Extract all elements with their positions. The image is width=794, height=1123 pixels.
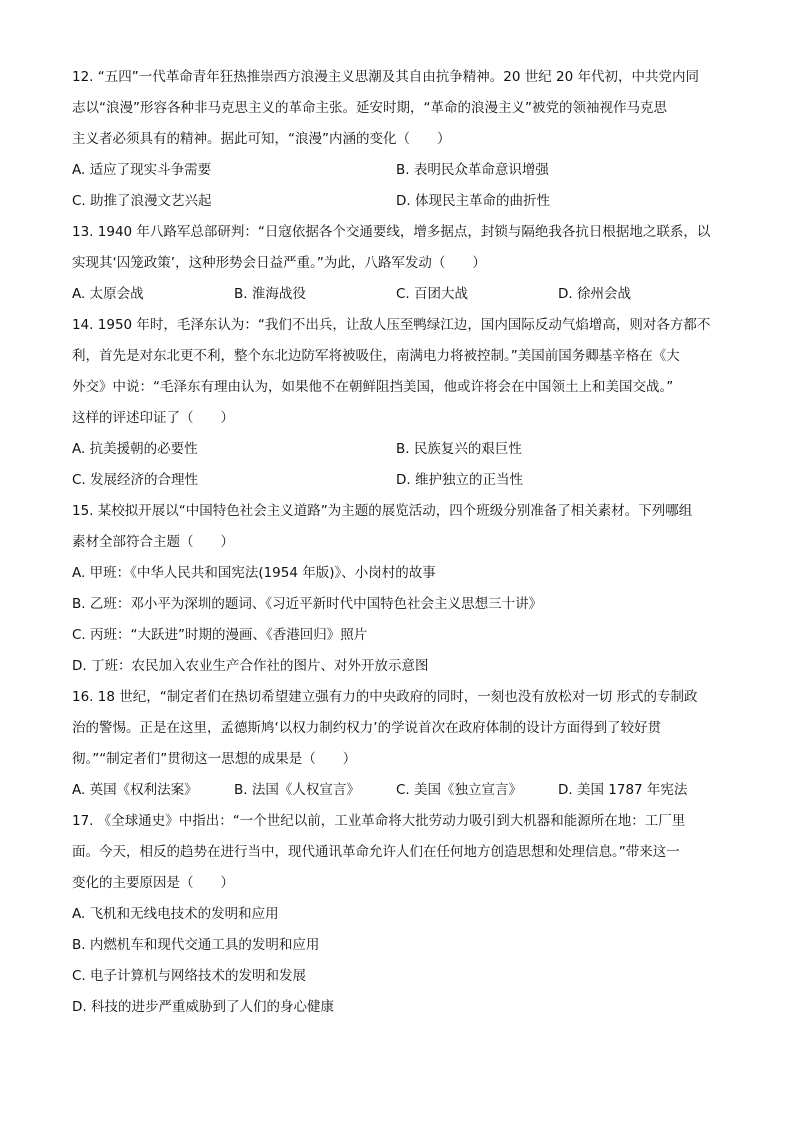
option-d: D. 科技的进步严重威胁到了人们的身心健康 — [72, 999, 334, 1015]
option-a: A. 甲班：《中华人民共和国宪法(1954 年版)》、小岗村的故事 — [72, 565, 436, 581]
option-row — [72, 279, 732, 310]
option-b: B. 乙班：邓小平为深圳的题词、《习近平新时代中国特色社会主义思想三十讲》 — [72, 596, 543, 612]
question-stem-line: 面。今天，相反的趋势在进行当中，现代通讯革命允许人们在任何地方创造思想和处理信息。”带来这一 — [72, 844, 680, 860]
exam-page — [72, 62, 732, 1023]
option-d: D. 徐州会战 — [558, 286, 631, 302]
question-12 — [72, 62, 732, 217]
option-c: C. 百团大战 — [396, 286, 469, 302]
option-c: C. 美国《独立宣言》 — [396, 782, 523, 798]
option-d: D. 丁班：农民加入农业生产合作社的图片、对外开放示意图 — [72, 658, 429, 674]
question-stem-line: 这样的评述印证了（ ） — [72, 410, 234, 426]
option-b: B. 淮海战役 — [234, 286, 306, 302]
option-b: B. 内燃机车和现代交通工具的发明和应用 — [72, 937, 320, 953]
question-stem-line: 13. 1940 年八路军总部研判：“日寇依据各个交通要线，增多据点，封锁与隔绝我各抗日根据地之联系，以 — [72, 224, 711, 240]
question-13 — [72, 217, 732, 310]
question-16 — [72, 682, 732, 806]
option-d: D. 美国 1787 年宪法 — [558, 782, 688, 798]
question-stem-line: 实现其‘囚笼政策’，这种形势会日益严重。”为此，八路军发动（ ） — [72, 255, 486, 271]
question-stem-line: 14. 1950 年时，毛泽东认为：“我们不出兵，让敌人压至鸭绿江边，国内国际反动气焰增高，则对各方都不 — [72, 317, 711, 333]
option-a: A. 适应了现实斗争需要 — [72, 162, 212, 178]
option-row — [72, 155, 732, 186]
question-stem-line: 利，首先是对东北更不利，整个东北边防军将被吸住，南满电力将被控制。”美国前国务卿基辛格在《大 — [72, 348, 680, 364]
question-stem-line: 外交》中说：“毛泽东有理由认为，如果他不在朝鲜阻挡美国，他或许将会在中国领土上和美国交战。” — [72, 379, 674, 395]
option-row — [72, 775, 732, 806]
option-row — [72, 186, 732, 217]
question-stem-line: 志以“浪漫”形容各种非马克思主义的革命主张。延安时期，“革命的浪漫主义”被党的领袖视作马克思 — [72, 100, 667, 116]
question-stem-line: 彻。”“制定者们”贯彻这一思想的成果是（ ） — [72, 751, 357, 767]
question-stem-line: 16. 18 世纪，“制定者们在热切希望建立强有力的中央政府的同时，一刻也没有放松对一切 形式的专制政 — [72, 689, 698, 705]
question-stem-line: 变化的主要原因是（ ） — [72, 875, 234, 891]
option-b: B. 法国《人权宣言》 — [234, 782, 360, 798]
question-17 — [72, 806, 732, 1023]
option-a: A. 太原会战 — [72, 286, 144, 302]
option-c: C. 丙班：“大跃进”时期的漫画、《香港回归》照片 — [72, 627, 368, 643]
option-row — [72, 434, 732, 465]
option-d: D. 体现民主革命的曲折性 — [396, 193, 550, 209]
option-c: C. 助推了浪漫文艺兴起 — [72, 193, 212, 209]
option-c: C. 电子计算机与网络技术的发明和发展 — [72, 968, 307, 984]
option-a: A. 英国《权利法案》 — [72, 782, 198, 798]
option-b: B. 民族复兴的艰巨性 — [396, 441, 522, 457]
question-14 — [72, 310, 732, 496]
question-15 — [72, 496, 732, 682]
option-a: A. 抗美援朝的必要性 — [72, 441, 198, 457]
option-a: A. 飞机和无线电技术的发明和应用 — [72, 906, 279, 922]
option-c: C. 发展经济的合理性 — [72, 472, 199, 488]
option-row — [72, 465, 732, 496]
option-b: B. 表明民众革命意识增强 — [396, 162, 549, 178]
question-stem-line: 12. “五四”一代革命青年狂热推崇西方浪漫主义思潮及其自由抗争精神。20 世纪 20 年代初，中共党内同 — [72, 69, 699, 85]
option-d: D. 维护独立的正当性 — [396, 472, 523, 488]
question-stem-line: 17. 《全球通史》中指出：“一个世纪以前，工业革命将大批劳动力吸引到大机器和能源所在地：工厂里 — [72, 813, 686, 829]
question-stem-line: 治的警惕。正是在这里，孟德斯鸠‘以权力制约权力’的学说首次在政府体制的设计方面得到了较好贯 — [72, 720, 662, 736]
question-stem-line: 素材全部符合主题（ ） — [72, 534, 234, 550]
question-stem-line: 主义者必须具有的精神。据此可知，“浪漫”内涵的变化（ ） — [72, 131, 451, 147]
question-stem-line: 15. 某校拟开展以“中国特色社会主义道路”为主题的展览活动，四个班级分别准备了相关素材。下列哪组 — [72, 503, 693, 519]
